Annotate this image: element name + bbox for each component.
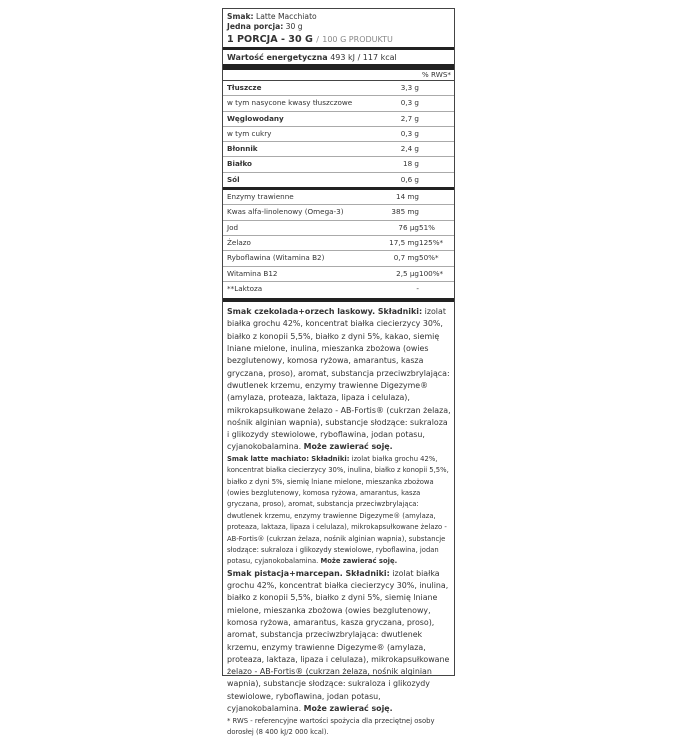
nutrient-rws	[419, 173, 454, 187]
extra-rws: 50%*	[419, 253, 439, 263]
latte-title: Smak latte machiato: Składniki:	[227, 454, 350, 463]
extra-rws	[419, 190, 454, 204]
choc-title: Smak czekolada+orzech laskowy. Składniki:	[227, 307, 423, 317]
nutrient-value: 0,6 g	[400, 174, 419, 184]
extra-row	[223, 282, 454, 296]
extra-value: 2,5 µg	[396, 268, 419, 278]
nutrient-row	[223, 173, 454, 190]
choc-text: izolat białka grochu 42%, koncentrat białka ciecierzycy 30%, białko z konopii 5,5%, białko z dyni 5%, kakao, siemię lniane mielone, inulina, mieszanka zbożowa (owies bezglutenowy, komosa ryżowa, amarantus, kasza gryczana, proso), aromat, substancja przeciwzbrylająca: dwutlenek krzemu, enzymy trawienne Digezyme® (amylaza, proteaza, laktaza, lipaza i celulaza), mikrokapsułkowane żelazo - AB-Fortis® (cukrzan żelaza, nośnik alginian wapnia), substancje słodzące: sukraloza i glikozydy stewiolowe, ryboflawina, jodan potasu, cyjanokobalamina.	[227, 307, 451, 452]
energy-label: Wartość energetyczna	[227, 53, 328, 62]
extra-name: **Laktoza	[227, 283, 263, 293]
nutrient-rws	[419, 112, 454, 126]
nutrient-rws	[419, 81, 454, 95]
extra-value: 385 mg	[391, 207, 419, 217]
extra-name: Kwas alfa-linolenowy (Omega-3)	[227, 207, 344, 217]
nutrient-name: w tym nasycone kwasy tłuszczowe	[227, 98, 353, 108]
extra-rws: 51%	[419, 222, 435, 232]
serving-line	[227, 22, 451, 32]
extra-value: -	[416, 283, 419, 293]
flavor-value: Latte Macchiato	[256, 12, 317, 21]
nutrient-value: 2,7 g	[400, 113, 419, 123]
energy-row	[223, 50, 454, 70]
extra-row	[223, 251, 454, 266]
ingredients-latte	[227, 454, 451, 568]
nutrient-name: Tłuszcze	[227, 83, 262, 92]
nutrient-rws	[419, 127, 454, 141]
nutrient-name: Węglowodany	[227, 113, 284, 123]
nutrient-value: 0,3 g	[400, 128, 419, 138]
extra-name: Żelazo	[227, 237, 251, 247]
rws-header: % RWS*	[223, 70, 454, 81]
nutrient-rws	[419, 142, 454, 156]
pist-warning: Może zawierać soję.	[303, 704, 393, 714]
serving-value: 30 g	[285, 22, 303, 31]
nutrient-value: 2,4 g	[400, 144, 419, 154]
extras-divider	[223, 298, 454, 302]
rws-footnote: * RWS - referencyjne wartości spożycia dla przeciętnej osoby dorosłej (8 400 kJ/2 000 kcal).	[227, 717, 435, 737]
nutrient-row	[223, 127, 454, 142]
nutrient-rws	[419, 96, 454, 110]
nutrient-row	[223, 157, 454, 172]
extra-row	[223, 221, 454, 236]
nutrient-rws	[419, 157, 454, 171]
pist-title: Smak pistacja+marcepan. Składniki:	[227, 568, 390, 578]
nutrient-row	[223, 96, 454, 111]
portion-header	[227, 33, 451, 46]
nutrient-value: 3,3 g	[400, 83, 419, 92]
energy-value: 493 kJ / 117 kcal	[330, 53, 397, 62]
extra-name: Witamina B12	[227, 268, 278, 278]
extra-row	[223, 236, 454, 251]
nutrient-row	[223, 81, 454, 96]
extra-rws: 100%*	[419, 268, 444, 278]
nutrient-value: 18 g	[403, 159, 419, 169]
extra-rws	[419, 282, 454, 296]
nutrient-name: Błonnik	[227, 144, 258, 154]
nutrient-name: Sól	[227, 174, 240, 184]
extra-name: Jod	[227, 222, 239, 232]
extra-value: 0,7 mg	[393, 253, 419, 263]
nutrient-row	[223, 112, 454, 127]
extra-row	[223, 267, 454, 282]
nutrient-name: w tym cukry	[227, 128, 272, 138]
portion-column-label: 1 PORCJA - 30 G	[227, 34, 313, 45]
serving-label: Jedna porcja:	[227, 22, 284, 31]
extra-value: 76 µg	[398, 222, 419, 232]
extra-row	[223, 205, 454, 220]
nutrient-table	[227, 81, 451, 190]
extra-name: Ryboflawina (Witamina B2)	[227, 253, 325, 263]
per100-column-label: 100 G PRODUKTU	[322, 35, 393, 44]
extras-table	[227, 190, 451, 296]
flavor-label: Smak:	[227, 12, 254, 21]
pist-text: izolat białka grochu 42%, koncentrat białka ciecierzycy 30%, inulina, białko z konopii 5,5%, białko z dyni 5%, siemię lniane mielone, mieszanka zbożowa (owies bezglutenowy, komosa ryżowa, amarantus, kasza gryczana, proso), aromat, substancja przeciwzbrylająca: dwutlenek krzemu, enzymy trawienne Digezyme® (amylaza, proteaza, laktaza, lipaza i celulaza), mikrokapsułkowane żelazo - AB-Fortis® (cukrzan żelaza, nośnik alginian wapnia), substancje słodzące: sukraloza i glikozydy stewiolowe, ryboflawina, jodan potasu, cyjanokobalamina.	[227, 568, 450, 714]
extra-name: Enzymy trawienne	[227, 192, 294, 202]
extra-rws: 125%*	[419, 237, 444, 247]
extra-value: 17,5 mg	[389, 237, 419, 247]
column-separator: /	[316, 35, 319, 44]
extra-value: 14 mg	[396, 192, 419, 202]
extra-rws	[419, 205, 454, 219]
extra-row	[223, 190, 454, 205]
latte-text: izolat białka grochu 42%, koncentrat białka ciecierzycy 30%, inulina, białko z konopii 5,5%, białko z dyni 5%, siemię lniane mielone, mieszanka zbożowa (owies bezglutenowy, komosa ryżowa, amarantus, kasza gryczana, proso), aromat, substancja przeciwzbrylająca: dwutlenek krzemu, enzymy trawienne Digezyme® (amylaza, proteaza, laktaza, lipaza i celulaza), mikrokapsułkowane żelazo - AB-Fortis® (cukrzan żelaza, nośnik alginian wapnia), substancje słodzące: sukraloza i glikozydy stewiolowe, ryboflawina, jodan potasu, cyjanokobalamina.	[227, 454, 449, 566]
nutrient-value: 0,3 g	[400, 98, 419, 108]
nutrient-name: Białko	[227, 159, 252, 169]
ingredients-chocolate	[227, 306, 451, 454]
choc-warning: Może zawierać soję.	[303, 442, 393, 452]
nutrient-row	[223, 142, 454, 157]
ingredients-pistachio	[227, 568, 451, 716]
latte-warning: Może zawierać soję.	[320, 557, 398, 566]
nutrition-label	[222, 8, 455, 737]
flavor-line	[227, 12, 451, 22]
